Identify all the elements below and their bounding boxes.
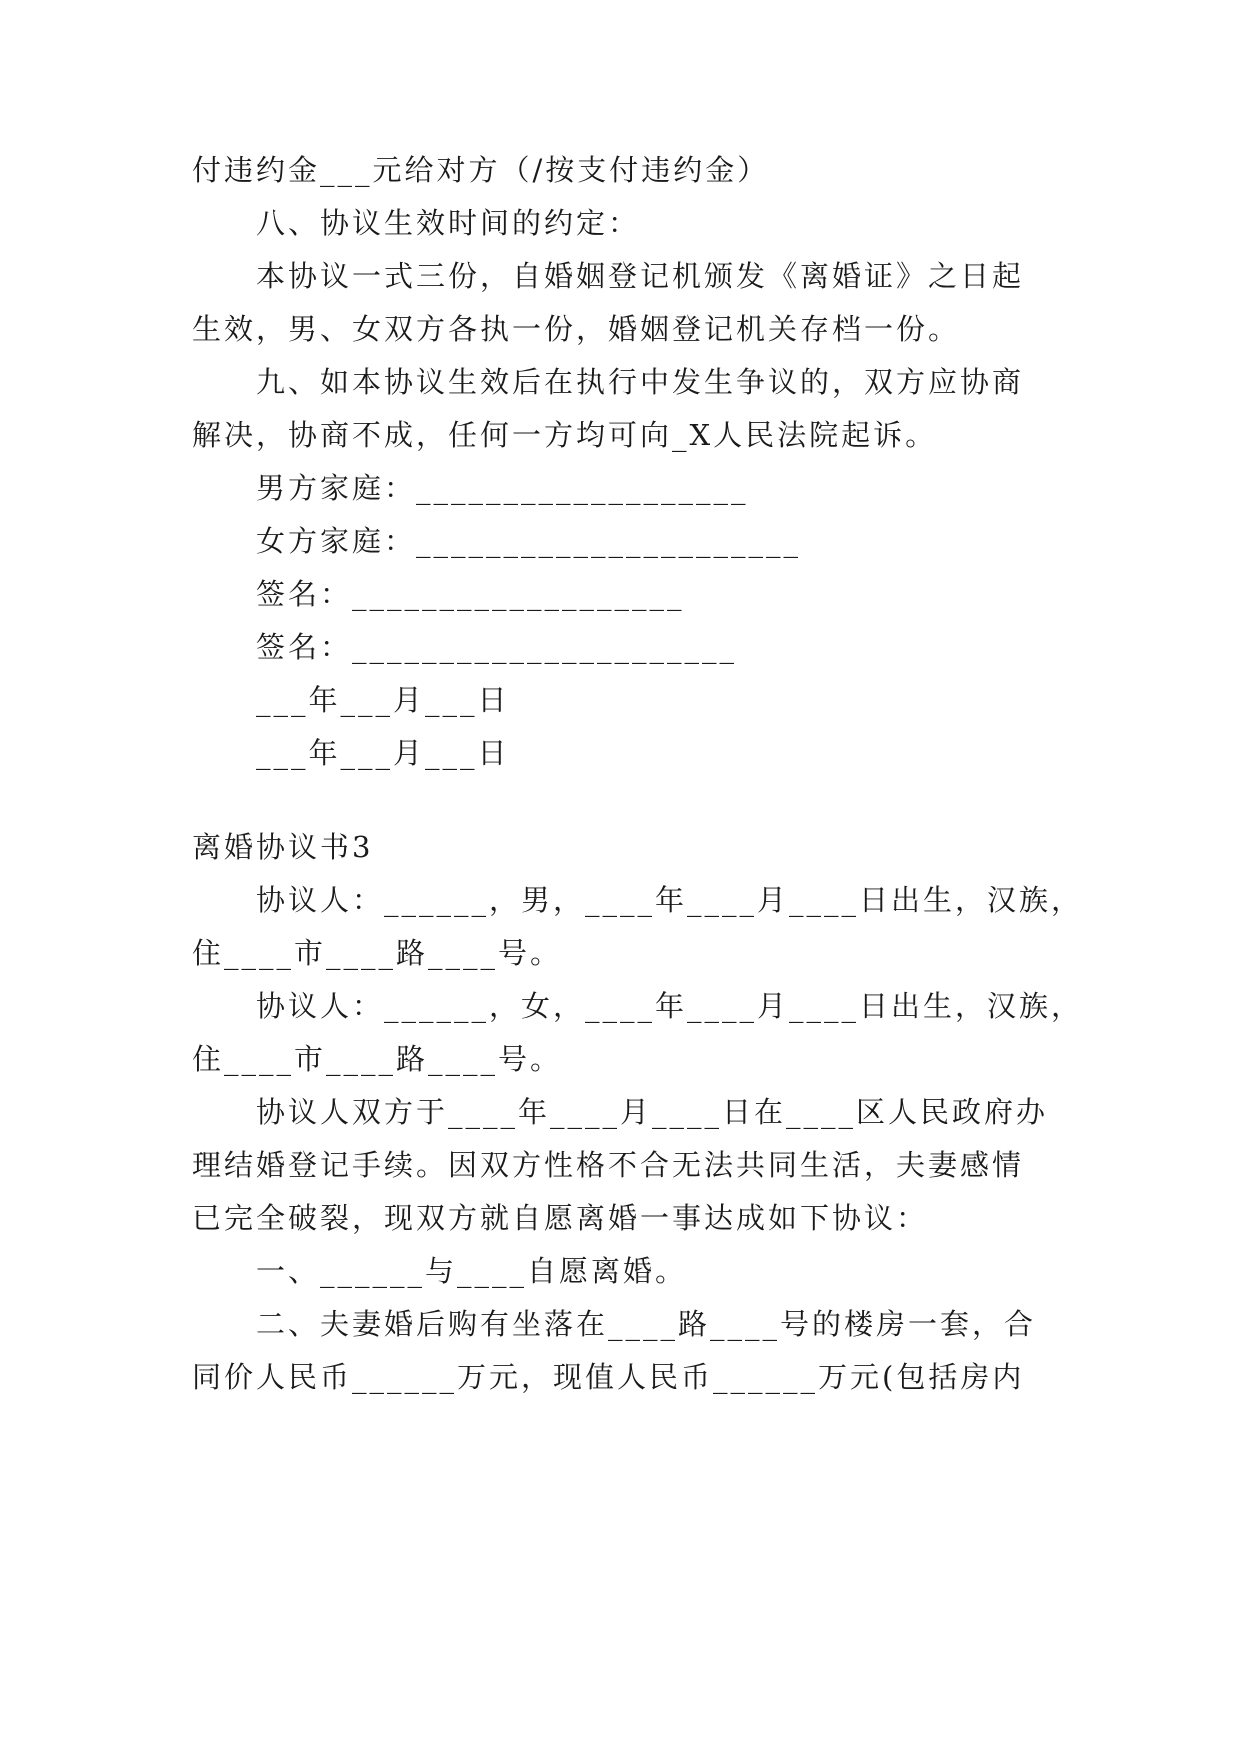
text-line: 本协议一式三份，自婚姻登记机颁发《离婚证》之日起 [256, 259, 1025, 293]
signature-field: 签名：___________________ [256, 577, 685, 611]
date-field: ___年___月___日 [256, 736, 510, 770]
text-line: 付违约金___元给对方（/按支付违约金） [192, 153, 770, 187]
clause-two: 二、夫妻婚后购有坐落在____路____号的楼房一套，合 [256, 1307, 1037, 1341]
text-line: 生效，男、女双方各执一份，婚姻登记机关存档一份。 [192, 312, 961, 346]
male-family-field: 男方家庭：___________________ [256, 471, 749, 505]
text-line: 九、如本协议生效后在执行中发生争议的，双方应协商 [256, 365, 1025, 399]
text-line: 已完全破裂，现双方就自愿离婚一事达成如下协议： [192, 1201, 929, 1235]
text-line: 解决，协商不成，任何一方均可向_X人民法院起诉。 [192, 418, 938, 452]
female-family-field: 女方家庭：______________________ [256, 524, 802, 558]
text-line: 理结婚登记手续。因双方性格不合无法共同生活，夫妻感情 [192, 1148, 1025, 1182]
clause-one: 一、______与____自愿离婚。 [256, 1254, 688, 1288]
text-line: 协议人：______，男，____年____月____日出生，汉族， [256, 883, 1084, 917]
text-line: 住____市____路____号。 [192, 936, 563, 970]
section-heading: 八、协议生效时间的约定： [256, 206, 641, 240]
text-line: 协议人：______，女，____年____月____日出生，汉族， [256, 989, 1084, 1023]
text-line: 住____市____路____号。 [192, 1042, 563, 1076]
text-line: 同价人民币______万元，现值人民币______万元(包括房内 [192, 1360, 1025, 1394]
document-title: 离婚协议书3 [192, 830, 374, 864]
signature-field: 签名：______________________ [256, 630, 738, 664]
text-line: 协议人双方于____年____月____日在____区人民政府办 [256, 1095, 1049, 1129]
date-field: ___年___月___日 [256, 683, 510, 717]
